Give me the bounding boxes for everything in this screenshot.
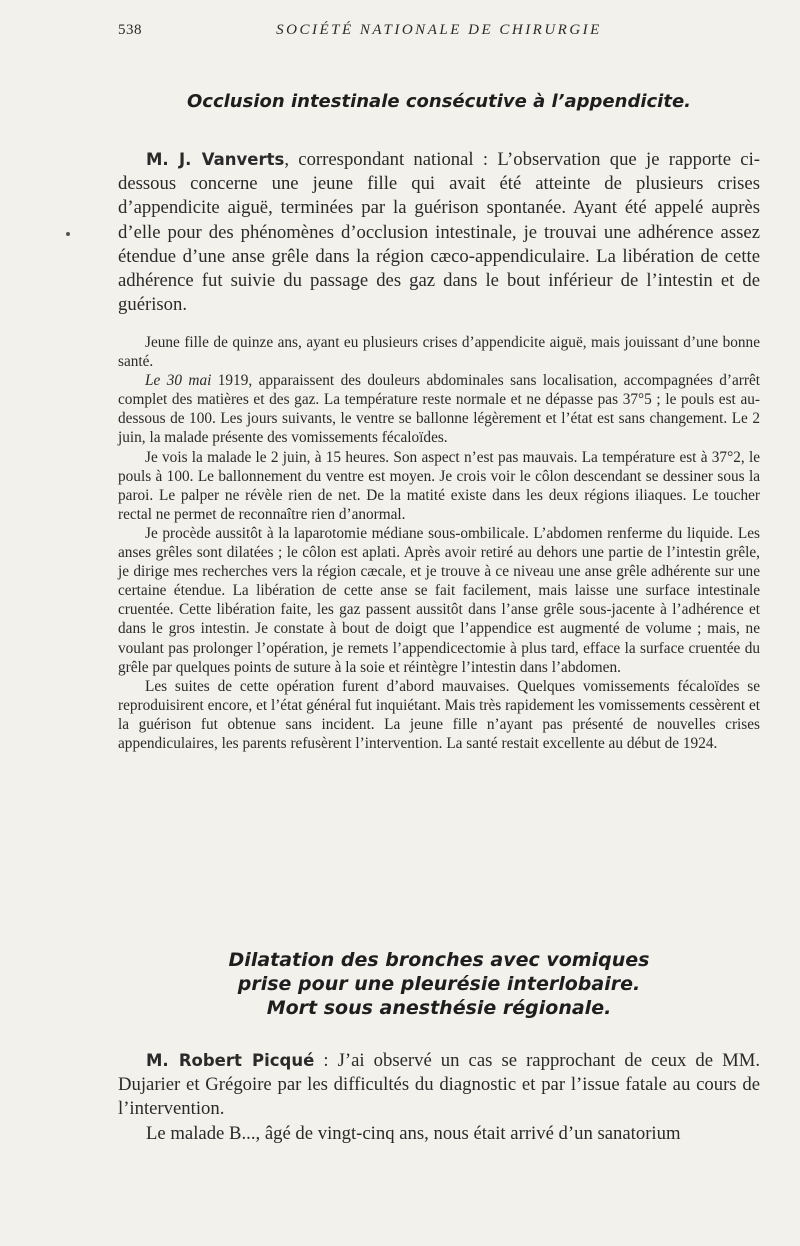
title-line: prise pour une pleurésie interlobaire.	[237, 973, 641, 995]
case-paragraph: Je vois la malade le 2 juin, à 15 heures. Son aspect n’est pas mauvais. La température est à 37°2, le pouls à 100. Le ballonnement du ventre est moyen. Je crois voir le côlon descendant se dessiner sous la paroi. Le palper ne révèle rien de net. De la matité existe dans les deux régions iliaques. Le toucher rectal ne permet de reconnaître rien d’anormal.	[118, 448, 760, 523]
title-line: Dilatation des bronches avec vomiques	[228, 949, 650, 971]
article-title: Occlusion intestinale consécutive à l’appendicite.	[187, 91, 691, 112]
journal-title: SOCIÉTÉ NATIONALE DE CHIRURGIE	[276, 22, 602, 38]
case-paragraph: Je procède aussitôt à la laparotomie médiane sous-ombilicale. L’abdomen renferme du liquide. Les anses grêles sont dilatées ; le côlon est aplati. Après avoir retiré au dehors une partie de l’intestin grêle, je dirige mes recherches vers la région cæcale, et je trouve à ce niveau une anse grêle adhérente sur une certaine étendue. La libération de cette anse se fait facilement, mais laisse une surface intestinale cruentée. Cette libération faite, les gaz passent aussitôt dans l’anse grêle sous-jacente à l’adhérence et dans le gros intestin. Je constate à bout de doigt que l’appendice est augmenté de volume ; mais, ne voulant pas prolonger l’opération, je remets l’appendicectomie à plus tard, efface la surface cruentée du grêle par quelques points de suture à la soie et réintègre l’intestin dans l’abdomen.	[118, 524, 760, 676]
article-2-body	[118, 1049, 760, 1146]
body-paragraph: Le malade B..., âgé de vingt-cinq ans, nous était arrivé d’un sanatorium	[146, 1122, 681, 1144]
author-name: M. Robert Picqué	[146, 1051, 315, 1070]
print-speck	[66, 232, 70, 236]
case-date: Le 30 mai	[145, 372, 212, 390]
case-paragraph: Jeune fille de quinze ans, ayant eu plusieurs crises d’appendicite aiguë, mais jouissant d’une bonne santé.	[118, 334, 760, 371]
article-intro	[118, 148, 760, 317]
article-title-2	[118, 948, 760, 1020]
case-paragraph	[118, 371, 760, 447]
intro-paragraph	[118, 148, 760, 317]
page-number: 538	[118, 22, 142, 38]
intro-text: : J’ai observé un cas se rapprochant de ceux de MM. Dujarier et Grégoire par les difficultés du diagnostic et par l’issue fatale au cours de l’intervention.	[118, 1050, 760, 1120]
case-paragraph: Les suites de cette opération furent d’abord mauvaises. Quelques vomissements fécaloïdes se reproduisirent encore, et l’état général fut inquiétant. Mais très rapidement les vomissements cessèrent et la guérison fut obtenue sans incident. La jeune fille n’ayant pas présenté de nouvelles crises appendiculaires, les parents refusèrent l’intervention. La santé restait excellente au début de 1924.	[118, 677, 760, 752]
case-text: 1919, apparaissent des douleurs abdominales sans localisation, accompagnées d’arrêt complet des matières et des gaz. La température reste normale et ne dépasse pas 37°5 ; le pouls est au-dessous de 100. Les jours suivants, le ventre se ballonne légèrement et l’état est sans changement. Le 2 juin, la malade présente des vomissements fécaloïdes.	[118, 372, 760, 447]
intro-paragraph	[118, 1049, 760, 1122]
intro-text: , correspondant national : L’observation que je rapporte ci-dessous concerne une jeune fille qui avait été atteinte de plusieurs crises d’appendicite aiguë, terminées par la guérison spontanée. Ayant été appelé auprès d’elle pour des phénomènes d’occlusion intestinale, je trouvai une adhérence assez étendue d’une anse grêle dans la région cæco-appendiculaire. La libération de cette adhérence fut suivie du passage des gaz dans le bout inférieur de l’intestin et de guérison.	[118, 149, 761, 316]
author-name: M. J. Vanverts	[146, 150, 285, 169]
case-report	[118, 333, 760, 753]
title-line: Mort sous anesthésie régionale.	[266, 997, 612, 1019]
running-header	[118, 22, 760, 42]
